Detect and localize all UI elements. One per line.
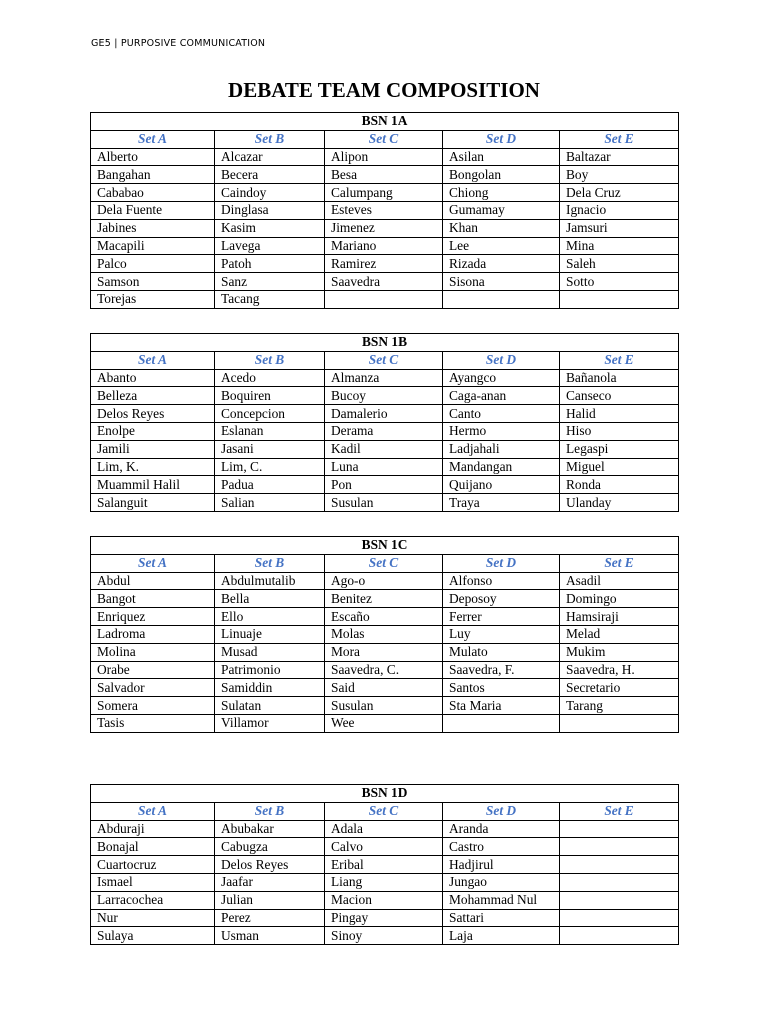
member-cell: Villamor xyxy=(215,714,325,732)
member-cell: Usman xyxy=(215,927,325,945)
member-cell: Alfonso xyxy=(443,572,560,590)
member-cell: Lim, C. xyxy=(215,458,325,476)
member-cell xyxy=(560,909,679,927)
member-cell: Sanz xyxy=(215,273,325,291)
table-row xyxy=(91,927,679,945)
section-title-row xyxy=(91,537,679,555)
member-cell: Khan xyxy=(443,219,560,237)
set-header: Set E xyxy=(560,130,679,148)
member-cell: Alipon xyxy=(325,148,443,166)
member-cell: Boquiren xyxy=(215,387,325,405)
member-cell: Castro xyxy=(443,838,560,856)
member-cell: Ulanday xyxy=(560,494,679,512)
member-cell: Abanto xyxy=(91,369,215,387)
member-cell: Caga-anan xyxy=(443,387,560,405)
member-cell: Jabines xyxy=(91,219,215,237)
member-cell: Molina xyxy=(91,643,215,661)
member-cell: Traya xyxy=(443,494,560,512)
member-cell: Bangot xyxy=(91,590,215,608)
table-row xyxy=(91,856,679,874)
set-header: Set D xyxy=(443,130,560,148)
member-cell: Muammil Halil xyxy=(91,476,215,494)
member-cell xyxy=(443,290,560,308)
set-header: Set B xyxy=(215,351,325,369)
set-header: Set A xyxy=(91,130,215,148)
member-cell: Jungao xyxy=(443,873,560,891)
member-cell: Gumamay xyxy=(443,201,560,219)
member-cell: Esteves xyxy=(325,201,443,219)
member-cell: Eribal xyxy=(325,856,443,874)
member-cell: Saavedra, C. xyxy=(325,661,443,679)
member-cell: Samson xyxy=(91,273,215,291)
set-header: Set A xyxy=(91,802,215,820)
set-header: Set A xyxy=(91,351,215,369)
member-cell: Palco xyxy=(91,255,215,273)
member-cell xyxy=(560,714,679,732)
member-cell xyxy=(560,873,679,891)
table-row xyxy=(91,572,679,590)
member-cell: Almanza xyxy=(325,369,443,387)
member-cell: Rizada xyxy=(443,255,560,273)
table-row xyxy=(91,820,679,838)
section-title: BSN 1D xyxy=(91,785,679,803)
member-cell: Wee xyxy=(325,714,443,732)
set-header-row xyxy=(91,802,679,820)
table-row xyxy=(91,237,679,255)
member-cell: Canto xyxy=(443,405,560,423)
table-row xyxy=(91,494,679,512)
table-row xyxy=(91,679,679,697)
member-cell: Macapili xyxy=(91,237,215,255)
member-cell: Cuartocruz xyxy=(91,856,215,874)
member-cell: Tarang xyxy=(560,697,679,715)
member-cell: Baltazar xyxy=(560,148,679,166)
set-header: Set E xyxy=(560,554,679,572)
member-cell xyxy=(325,290,443,308)
member-cell: Molas xyxy=(325,625,443,643)
member-cell: Alberto xyxy=(91,148,215,166)
member-cell: Hamsiraji xyxy=(560,608,679,626)
member-cell: Quijano xyxy=(443,476,560,494)
member-cell: Delos Reyes xyxy=(91,405,215,423)
member-cell: Luna xyxy=(325,458,443,476)
member-cell: Susulan xyxy=(325,494,443,512)
member-cell: Liang xyxy=(325,873,443,891)
member-cell: Julian xyxy=(215,891,325,909)
member-cell: Miguel xyxy=(560,458,679,476)
member-cell: Bongolan xyxy=(443,166,560,184)
member-cell: Ramirez xyxy=(325,255,443,273)
member-cell: Bonajal xyxy=(91,838,215,856)
member-cell: Deposoy xyxy=(443,590,560,608)
set-header: Set E xyxy=(560,802,679,820)
set-header: Set C xyxy=(325,130,443,148)
member-cell: Calumpang xyxy=(325,184,443,202)
member-cell: Santos xyxy=(443,679,560,697)
member-cell: Ello xyxy=(215,608,325,626)
member-cell: Salvador xyxy=(91,679,215,697)
running-header: GE5 | PURPOSIVE COMMUNICATION xyxy=(91,38,266,49)
member-cell: Mora xyxy=(325,643,443,661)
table-row xyxy=(91,273,679,291)
member-cell: Jamsuri xyxy=(560,219,679,237)
set-header: Set D xyxy=(443,554,560,572)
table-row xyxy=(91,661,679,679)
table-row xyxy=(91,440,679,458)
member-cell: Abubakar xyxy=(215,820,325,838)
table-row xyxy=(91,148,679,166)
member-cell: Lim, K. xyxy=(91,458,215,476)
member-cell: Bañanola xyxy=(560,369,679,387)
table-row xyxy=(91,166,679,184)
member-cell: Torejas xyxy=(91,290,215,308)
member-cell: Tasis xyxy=(91,714,215,732)
table-row xyxy=(91,838,679,856)
member-cell xyxy=(560,927,679,945)
member-cell: Sotto xyxy=(560,273,679,291)
table-row xyxy=(91,697,679,715)
table-row xyxy=(91,476,679,494)
member-cell: Samiddin xyxy=(215,679,325,697)
member-cell: Mina xyxy=(560,237,679,255)
team-table-bsn-1c xyxy=(90,536,679,733)
table-row xyxy=(91,405,679,423)
member-cell: Domingo xyxy=(560,590,679,608)
table-row xyxy=(91,714,679,732)
member-cell: Melad xyxy=(560,625,679,643)
set-header: Set C xyxy=(325,351,443,369)
member-cell: Orabe xyxy=(91,661,215,679)
member-cell: Macion xyxy=(325,891,443,909)
member-cell: Derama xyxy=(325,422,443,440)
table-row xyxy=(91,290,679,308)
table-row xyxy=(91,891,679,909)
member-cell: Jamili xyxy=(91,440,215,458)
member-cell: Cabugza xyxy=(215,838,325,856)
member-cell: Ayangco xyxy=(443,369,560,387)
member-cell: Sulatan xyxy=(215,697,325,715)
member-cell xyxy=(560,891,679,909)
member-cell: Asilan xyxy=(443,148,560,166)
set-header: Set A xyxy=(91,554,215,572)
member-cell: Damalerio xyxy=(325,405,443,423)
table-row xyxy=(91,219,679,237)
member-cell: Bella xyxy=(215,590,325,608)
member-cell: Ignacio xyxy=(560,201,679,219)
member-cell: Dela Fuente xyxy=(91,201,215,219)
member-cell: Calvo xyxy=(325,838,443,856)
member-cell: Jaafar xyxy=(215,873,325,891)
member-cell: Ladjahali xyxy=(443,440,560,458)
table-row xyxy=(91,255,679,273)
member-cell: Alcazar xyxy=(215,148,325,166)
table-row xyxy=(91,873,679,891)
member-cell: Salanguit xyxy=(91,494,215,512)
member-cell: Sattari xyxy=(443,909,560,927)
member-cell xyxy=(560,290,679,308)
section-title: BSN 1B xyxy=(91,334,679,352)
member-cell: Concepcion xyxy=(215,405,325,423)
member-cell: Pingay xyxy=(325,909,443,927)
member-cell: Hiso xyxy=(560,422,679,440)
set-header: Set E xyxy=(560,351,679,369)
member-cell xyxy=(560,838,679,856)
team-table-bsn-1d xyxy=(90,784,679,945)
set-header: Set C xyxy=(325,802,443,820)
set-header: Set B xyxy=(215,130,325,148)
member-cell: Enriquez xyxy=(91,608,215,626)
member-cell: Saavedra xyxy=(325,273,443,291)
set-header-row xyxy=(91,130,679,148)
member-cell: Abdulmutalib xyxy=(215,572,325,590)
member-cell: Halid xyxy=(560,405,679,423)
set-header-row xyxy=(91,554,679,572)
member-cell: Aranda xyxy=(443,820,560,838)
member-cell: Ronda xyxy=(560,476,679,494)
member-cell: Mandangan xyxy=(443,458,560,476)
table-row xyxy=(91,201,679,219)
table-row xyxy=(91,369,679,387)
member-cell: Abdul xyxy=(91,572,215,590)
member-cell: Boy xyxy=(560,166,679,184)
member-cell: Belleza xyxy=(91,387,215,405)
page-title: DEBATE TEAM COMPOSITION xyxy=(228,78,540,102)
member-cell: Dela Cruz xyxy=(560,184,679,202)
set-header: Set B xyxy=(215,554,325,572)
table-row xyxy=(91,184,679,202)
member-cell: Becera xyxy=(215,166,325,184)
member-cell: Kasim xyxy=(215,219,325,237)
set-header: Set C xyxy=(325,554,443,572)
member-cell xyxy=(560,856,679,874)
member-cell: Escaño xyxy=(325,608,443,626)
set-header: Set B xyxy=(215,802,325,820)
member-cell xyxy=(560,820,679,838)
table-row xyxy=(91,387,679,405)
table-row xyxy=(91,643,679,661)
table-row xyxy=(91,590,679,608)
member-cell: Sinoy xyxy=(325,927,443,945)
member-cell: Delos Reyes xyxy=(215,856,325,874)
member-cell: Susulan xyxy=(325,697,443,715)
table-row xyxy=(91,909,679,927)
member-cell: Saleh xyxy=(560,255,679,273)
set-header: Set D xyxy=(443,351,560,369)
member-cell: Bangahan xyxy=(91,166,215,184)
member-cell: Eslanan xyxy=(215,422,325,440)
member-cell: Benitez xyxy=(325,590,443,608)
member-cell: Adala xyxy=(325,820,443,838)
member-cell: Lavega xyxy=(215,237,325,255)
table-row xyxy=(91,608,679,626)
member-cell: Hadjirul xyxy=(443,856,560,874)
section-title-row xyxy=(91,785,679,803)
member-cell: Ladroma xyxy=(91,625,215,643)
member-cell: Jasani xyxy=(215,440,325,458)
member-cell: Asadil xyxy=(560,572,679,590)
section-title: BSN 1A xyxy=(91,113,679,131)
member-cell: Saavedra, H. xyxy=(560,661,679,679)
member-cell: Sta Maria xyxy=(443,697,560,715)
member-cell: Secretario xyxy=(560,679,679,697)
member-cell: Ago-o xyxy=(325,572,443,590)
section-title: BSN 1C xyxy=(91,537,679,555)
member-cell: Nur xyxy=(91,909,215,927)
section-title-row xyxy=(91,113,679,131)
table-row xyxy=(91,422,679,440)
member-cell: Caindoy xyxy=(215,184,325,202)
member-cell: Said xyxy=(325,679,443,697)
member-cell: Chiong xyxy=(443,184,560,202)
member-cell: Sisona xyxy=(443,273,560,291)
member-cell: Salian xyxy=(215,494,325,512)
member-cell: Abduraji xyxy=(91,820,215,838)
member-cell: Linuaje xyxy=(215,625,325,643)
member-cell: Bucoy xyxy=(325,387,443,405)
member-cell: Acedo xyxy=(215,369,325,387)
member-cell: Canseco xyxy=(560,387,679,405)
member-cell: Musad xyxy=(215,643,325,661)
member-cell: Kadil xyxy=(325,440,443,458)
set-header: Set D xyxy=(443,802,560,820)
member-cell: Dinglasa xyxy=(215,201,325,219)
member-cell: Cababao xyxy=(91,184,215,202)
member-cell: Luy xyxy=(443,625,560,643)
member-cell: Patrimonio xyxy=(215,661,325,679)
member-cell: Legaspi xyxy=(560,440,679,458)
member-cell: Lee xyxy=(443,237,560,255)
member-cell: Enolpe xyxy=(91,422,215,440)
member-cell: Somera xyxy=(91,697,215,715)
team-table-bsn-1a xyxy=(90,112,679,309)
table-row xyxy=(91,625,679,643)
member-cell: Padua xyxy=(215,476,325,494)
member-cell: Jimenez xyxy=(325,219,443,237)
member-cell: Mukim xyxy=(560,643,679,661)
member-cell: Mohammad Nul xyxy=(443,891,560,909)
member-cell: Mariano xyxy=(325,237,443,255)
member-cell: Hermo xyxy=(443,422,560,440)
member-cell: Besa xyxy=(325,166,443,184)
member-cell: Laja xyxy=(443,927,560,945)
team-table-bsn-1b xyxy=(90,333,679,512)
member-cell: Saavedra, F. xyxy=(443,661,560,679)
member-cell: Ismael xyxy=(91,873,215,891)
section-title-row xyxy=(91,334,679,352)
member-cell: Pon xyxy=(325,476,443,494)
member-cell: Perez xyxy=(215,909,325,927)
member-cell: Tacang xyxy=(215,290,325,308)
member-cell: Ferrer xyxy=(443,608,560,626)
member-cell: Sulaya xyxy=(91,927,215,945)
table-row xyxy=(91,458,679,476)
set-header-row xyxy=(91,351,679,369)
member-cell: Larracochea xyxy=(91,891,215,909)
member-cell: Mulato xyxy=(443,643,560,661)
member-cell: Patoh xyxy=(215,255,325,273)
member-cell xyxy=(443,714,560,732)
